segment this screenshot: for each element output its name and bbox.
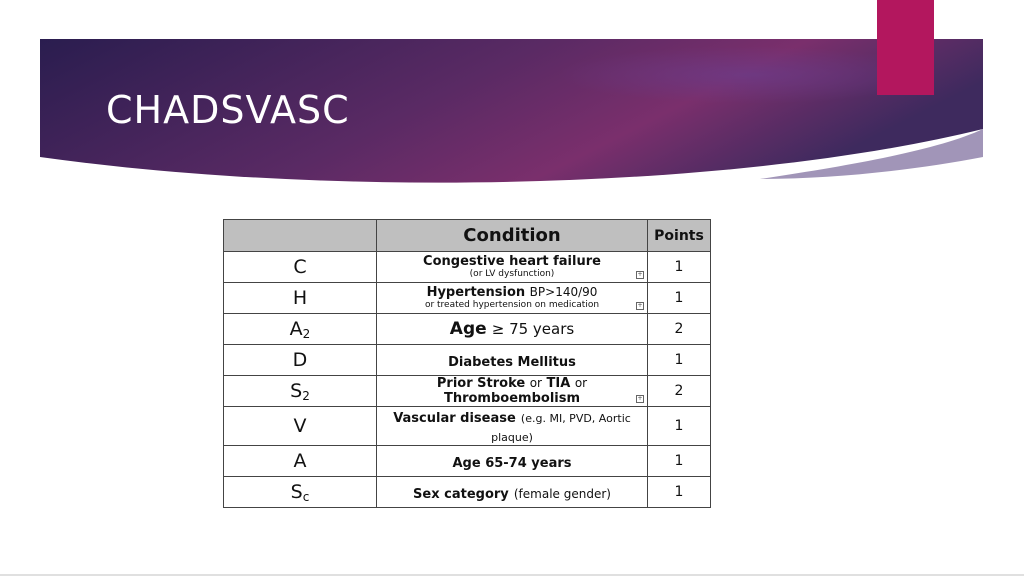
letter-cell [224,376,377,407]
condition-cell [377,477,648,508]
points-cell: 1 [648,446,711,477]
expand-icon[interactable]: + [637,395,643,402]
letter: S [290,379,303,402]
table-row [224,446,711,477]
letter: H [292,287,308,309]
table-row [224,477,711,508]
points-cell: 1 [648,477,711,508]
expand-icon[interactable]: + [637,271,643,278]
condition-main: Vascular disease [393,411,516,426]
letter-cell [224,345,377,376]
table-row [224,376,711,407]
header-points: Points [648,220,711,252]
table-row [224,314,711,345]
letter: V [293,415,307,437]
condition-cell [377,376,648,407]
condition-main: Diabetes Mellitus [448,354,576,370]
table-row [224,407,711,446]
table-row [224,345,711,376]
letter: S [290,480,303,503]
header-condition: Condition [377,220,648,252]
condition-note: or treated hypertension on medication [424,300,600,310]
condition-cell [377,252,648,283]
condition-note: (or LV dysfunction) [469,269,555,279]
letter-subscript: 2 [302,326,311,341]
points-cell: 2 [648,314,711,345]
points-cell: 1 [648,283,711,314]
letter-cell [224,446,377,477]
condition-main: Sex category [413,486,509,502]
condition-connector: or [529,376,542,390]
letter: C [293,256,307,278]
letter-cell [224,252,377,283]
condition-extra: (e.g. MI, PVD, Aortic plaque) [491,412,631,444]
letter: D [292,349,308,371]
table-header-row [224,220,711,252]
condition-line [377,285,647,300]
letter-cell [224,283,377,314]
condition-main: Hypertension [426,285,526,300]
condition-main: Prior Stroke [436,376,526,391]
expand-icon[interactable]: + [637,302,643,309]
condition-extra: (female gender) [513,486,611,501]
condition-cell [377,283,648,314]
letter-cell [224,407,377,446]
condition-line-2: Thromboembolism [443,391,581,406]
points-cell: 2 [648,376,711,407]
condition-main-2: TIA [546,376,571,391]
letter-subscript: c [302,489,310,504]
condition-main: Age [449,319,487,339]
accent-tab [877,0,934,95]
points-cell: 1 [648,252,711,283]
condition-main: Congestive heart failure [423,254,601,269]
letter: A [293,450,307,472]
condition-line [377,376,647,391]
slide-title: CHADSVASC [106,88,350,132]
condition-connector-2: or [574,376,588,390]
chadsvasc-table [223,219,711,508]
points-cell: 1 [648,407,711,446]
letter-subscript: 2 [302,388,310,403]
condition-extra: ≥ 75 years [491,320,575,338]
table-row [224,283,711,314]
table-row [224,252,711,283]
condition-cell [377,345,648,376]
condition-cell [377,446,648,477]
points-cell: 1 [648,345,711,376]
letter-cell [224,477,377,508]
letter-cell [224,314,377,345]
header-blank [224,220,377,252]
condition-cell [377,407,648,446]
letter: A [289,317,303,340]
condition-main: Age 65-74 years [452,455,572,471]
condition-cell [377,314,648,345]
condition-extra: BP>140/90 [529,285,598,299]
